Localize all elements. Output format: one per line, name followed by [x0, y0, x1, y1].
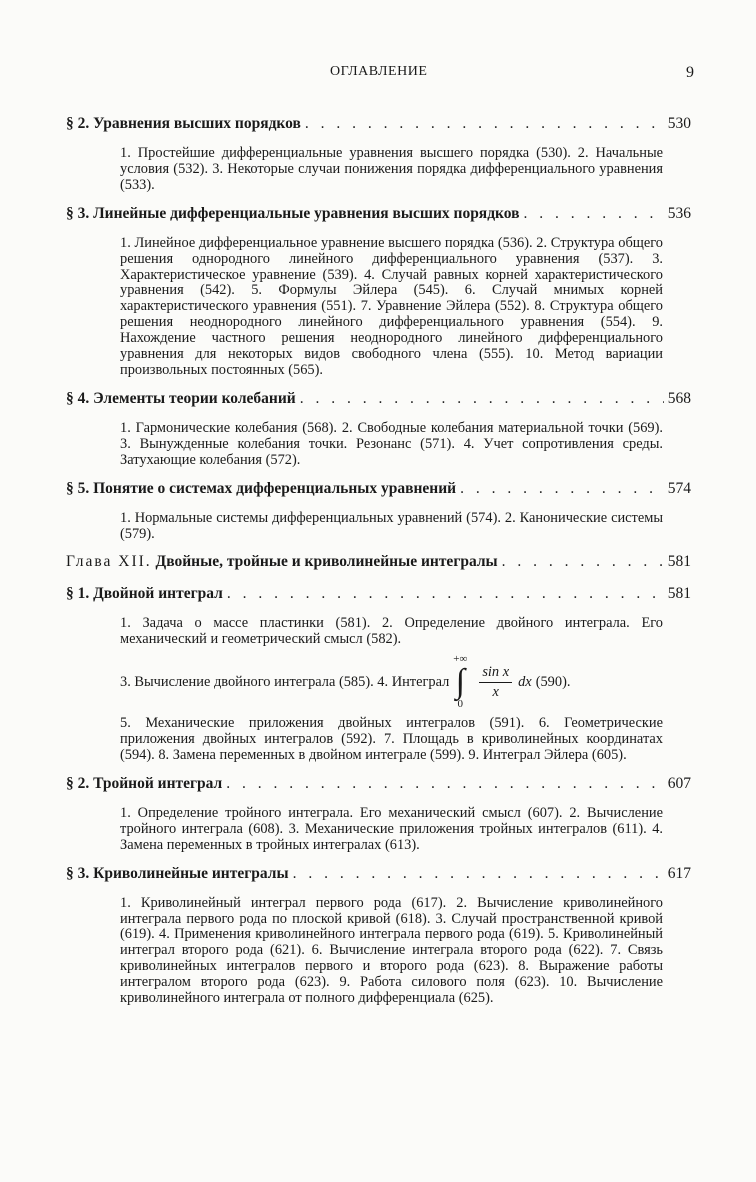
integral-upper-limit: +∞ [453, 653, 468, 666]
entry-page: 581 [667, 553, 691, 571]
entry-subtopics: 1. Задача о массе пластинки (581). 2. Определение двойного интеграла. Его механический и геометрический смысл (582). [120, 615, 663, 648]
dot-leader [300, 389, 664, 409]
entry-title: § 3. Линейные дифференциальные уравнения высших порядков [66, 204, 520, 222]
entry-title: § 2. Тройной интеграл [66, 774, 223, 792]
entry-subtopics: 1. Определение тройного интеграла. Его механический смысл (607). 2. Вычисление тройного интеграла (608). 3. Механические приложения тройных интегралов (611). 4. Замена переменных в тройных интегралах (613). [120, 804, 663, 853]
toc-entry-heading [66, 479, 691, 499]
entry-title: § 5. Понятие о системах дифференциальных уравнений [66, 479, 457, 497]
dot-leader [460, 479, 664, 499]
entry-page: 568 [667, 389, 691, 407]
fraction [479, 664, 512, 701]
entry-title: § 3. Криволинейные интегралы [66, 864, 289, 882]
entry-subtopics: 1. Криволинейный интеграл первого рода (617). 2. Вычисление криволинейного интеграла первого рода по плоской кривой (618). 3. Случай пространственной кривой (619). 4. Применения криволинейного интеграла первого рода (619). 5. Криволинейный интеграл второго рода (621). 6. Вычисление интеграла второго рода (622). 7. Связь криволинейных интегралов первого и второго рода (623). 8. Выражение работы интегралом второго рода (623). 9. Работа силового поля (623). 10. Вычисление криволинейного интеграла от полного дифференциала (625). [120, 894, 663, 1007]
running-title: ОГЛАВЛЕНИЕ [330, 64, 428, 79]
table-of-contents [66, 114, 691, 1017]
entry-subtopics: 1. Линейное дифференциальное уравнение высшего порядка (536). 2. Структура общего решения однородного линейного дифференциального уравнения (537). 3. Характеристическое уравнение (539). 4. Случай равных корней характеристического уравнения (542). 5. Формулы Эйлера (545). 6. Случай мнимых корней характеристического уравнения (551). 7. Уравнение Эйлера (552). 8. Структура общего решения неоднородного линейного дифференциального уравнения (554). 9. Нахождение частного решения неоднородного линейного дифференциального уравнения для некоторых видов свободного члена (555). 10. Метод вариации произвольных постоянных (565). [120, 234, 663, 378]
toc-entry-heading [66, 584, 691, 604]
integral-sign [453, 654, 467, 710]
chapter-title-wrap [66, 552, 498, 572]
entry-subtopics: 1. Нормальные системы дифференциальных уравнений (574). 2. Канонические системы (579). [120, 509, 663, 542]
entry-subtopics: 1. Простейшие дифференциальные уравнения высшего порядка (530). 2. Начальные условия (532). 3. Некоторые случаи понижения порядка дифференциального уравнения (533). [120, 145, 663, 193]
dot-leader [227, 584, 664, 604]
entry-page: 607 [667, 774, 691, 792]
chapter-heading [66, 552, 691, 572]
dot-leader [305, 114, 664, 134]
toc-entry-heading [66, 864, 691, 884]
math-lead-text: 3. Вычисление двойного интеграла (585). 4. Интеграл [120, 673, 450, 690]
entry-page: 581 [667, 585, 691, 603]
dot-leader [502, 552, 664, 572]
toc-entry-heading [66, 204, 691, 224]
dot-leader [226, 774, 663, 794]
toc-entry-heading [66, 389, 691, 409]
dot-leader [293, 864, 664, 884]
entry-title: § 4. Элементы теории колебаний [66, 389, 296, 407]
math-tail-text: (590). [535, 673, 571, 690]
fraction-denominator: x [492, 683, 499, 700]
toc-entry-heading [66, 114, 691, 134]
entry-page: 536 [667, 204, 691, 222]
dot-leader [524, 204, 664, 224]
entry-subtopics: 5. Механические приложения двойных интегралов (591). 6. Геометрические приложения двойных интегралов (592). 7. Площадь в криволинейных координатах (594). 8. Замена переменных в двойном интеграле (599). 9. Интеграл Эйлера (605). [120, 715, 663, 764]
integral-lower-limit: 0 [457, 698, 464, 711]
entry-title: § 2. Уравнения высших порядков [66, 115, 301, 132]
entry-page: 617 [667, 864, 691, 882]
entry-title: § 1. Двойной интеграл [66, 585, 223, 603]
entry-page: 574 [667, 479, 691, 497]
integral-line [120, 654, 663, 710]
entry-subtopics: 1. Гармонические колебания (568). 2. Свободные колебания материальной точки (569). 3. Вынужденные колебания точки. Резонанс (571). 4. Учет сопротивления среды. Затухающие колебания (572). [120, 419, 663, 468]
entry-page: 530 [667, 115, 691, 132]
toc-entry-heading [66, 774, 691, 794]
fraction-numerator: sin x [479, 664, 512, 683]
chapter-prefix: Глава XII. [66, 553, 152, 571]
chapter-title: Двойные, тройные и криволинейные интегралы [155, 553, 498, 571]
differential: dx [518, 673, 532, 690]
page-number: 9 [686, 64, 694, 81]
integral-symbol: ∫ [455, 663, 465, 701]
